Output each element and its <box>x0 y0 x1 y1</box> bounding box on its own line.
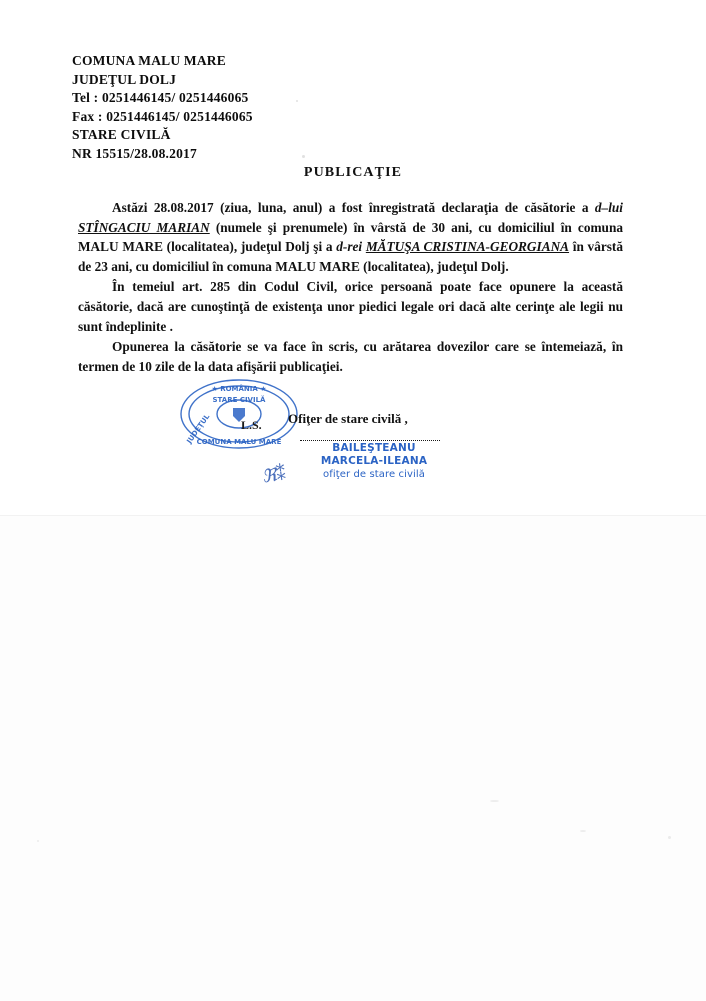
groom-name: STÎNGACIU MARIAN <box>78 219 210 235</box>
p1-dlui: d–lui <box>594 200 623 215</box>
scan-speck <box>668 836 671 839</box>
scan-speck <box>37 840 39 842</box>
scan-speck <box>302 155 305 158</box>
officer-role: ofiţer de stare civilă <box>322 469 426 480</box>
letterhead-line-county: JUDEŢUL DOLJ <box>72 71 177 87</box>
officer-name-stamp <box>304 442 444 481</box>
paragraph-legal-basis: În temeiul art. 285 din Codul Civil, orice persoană poate face opunere la această căsătorie, dacă are cunoştinţă de existenţa unor piedici legale ori dacă alte cerinţe ale legii nu sunt îndeplinite . <box>78 279 623 334</box>
scan-speck <box>490 800 499 802</box>
document-title: PUBLICAŢIE <box>303 165 403 180</box>
p1-drei: d-rei <box>336 239 363 255</box>
page-lower-blank-area <box>0 515 706 1001</box>
svg-text:COMUNA MALU MARE: COMUNA MALU MARE <box>196 438 282 446</box>
svg-text:STARE CIVILĂ: STARE CIVILĂ <box>212 396 266 404</box>
scan-speck <box>296 100 298 102</box>
svg-text:★ ROMÂNIA ★: ★ ROMÂNIA ★ <box>211 385 267 393</box>
letterhead-line-fax: Fax : 0251446145/ 0251446065 <box>72 108 253 124</box>
letterhead-line-commune: COMUNA MALU MARE <box>72 53 226 68</box>
officer-name: BAILEŞTEANU MARCELA-ILEANA <box>320 442 428 467</box>
letterhead-line-department: STARE CIVILĂ <box>72 127 171 143</box>
svg-text:JUDEŢUL: JUDEŢUL <box>185 412 212 445</box>
handwritten-signature: ℜ⁑ <box>260 463 288 488</box>
bride-name: MĂTUŞA CRISTINA-GEORGIANA <box>365 239 570 255</box>
document-body <box>78 198 623 376</box>
paragraph-declaration <box>78 198 623 276</box>
letterhead-line-tel: Tel : 0251446145/ 0251446065 <box>72 90 249 106</box>
letterhead-block <box>72 52 253 164</box>
paragraph-opposition-terms: Opunerea la căsătorie se va face în scris, cu arătarea dovezilor care se întemeiază, în termen de 10 zile de la data afişării publicaţiei. <box>78 339 623 374</box>
official-round-stamp <box>178 378 300 450</box>
ls-seal-mark: L.S. <box>241 418 262 432</box>
officer-label: Ofiţer de stare civilă , <box>288 411 408 426</box>
signature-line <box>300 440 440 441</box>
p1-text-c: în vârstă de 23 ani, cu domiciliul în comuna MALU MARE (localitatea), judeţul Dolj. <box>78 239 623 274</box>
p1-text-a: Astăzi 28.08.2017 (ziua, luna, anul) a fost înregistrată declaraţia de căsătorie a <box>112 200 595 215</box>
letterhead-line-registration-number: NR 15515/28.08.2017 <box>72 145 197 161</box>
scan-speck <box>580 830 586 832</box>
p1-text-b: (numele şi prenumele) în vârstă de 30 ani, cu domiciliul în comuna MALU MARE (localitatea), judeţul Dolj şi a <box>78 219 623 255</box>
